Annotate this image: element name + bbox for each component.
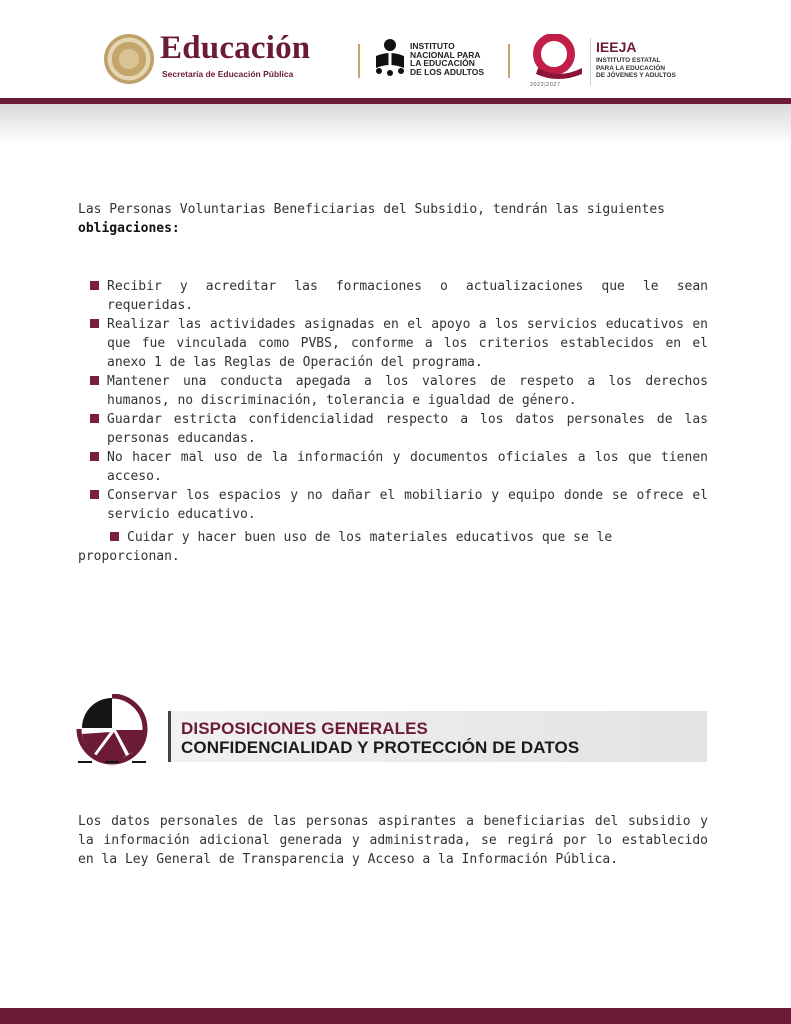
- page-header: [0, 0, 791, 100]
- national-seal-icon: [104, 34, 154, 84]
- obligation-text: Mantener una conducta apegada a los valores de respeto a los derechos humanos, no discriminación, tolerancia e igualdad de género.: [107, 374, 708, 408]
- bullet-square-icon: [90, 319, 99, 328]
- sep-logo-subtitle: Secretaría de Educación Pública: [162, 69, 294, 79]
- ieeja-line-1: INSTITUTO ESTATAL: [596, 57, 661, 64]
- bullet-square-icon: [90, 490, 99, 499]
- obligation-text: Cuidar y hacer buen uso de los materiales educativos que se le proporcionan.: [78, 530, 613, 564]
- inea-line-1: INSTITUTO: [410, 41, 455, 51]
- logo-divider: [358, 44, 360, 78]
- list-item: [90, 372, 708, 410]
- intro-bold: obligaciones:: [78, 221, 180, 236]
- last-obligation: [78, 528, 708, 566]
- inea-line-2: NACIONAL PARA: [410, 49, 481, 60]
- sep-logo: [104, 30, 344, 86]
- obligation-text: Recibir y acreditar las formaciones o actualizaciones que le sean requeridas.: [107, 279, 708, 313]
- obligation-text: Conservar los espacios y no dañar el mobiliario y equipo donde se ofrece el servicio educativo.: [107, 488, 708, 522]
- footer-bar: [0, 1008, 791, 1024]
- ieeja-logo: [528, 34, 698, 94]
- obligation-text: Realizar las actividades asignadas en el apoyo a los servicios educativos en que fue vinculada como PVBS, conforme a los criterios establecidos en el anexo 1 de las Reglas de Operación del programa.: [107, 317, 708, 370]
- section-title: DISPOSICIONES GENERALES: [181, 719, 428, 738]
- bullet-square-icon: [90, 376, 99, 385]
- inea-line-4: DE LOS ADULTOS: [410, 66, 484, 77]
- reading-person-icon: [372, 38, 408, 78]
- list-item: [90, 277, 708, 315]
- list-item: [90, 410, 708, 448]
- bullet-square-icon: [90, 452, 99, 461]
- data-protection-paragraph: Los datos personales de las personas aspirantes a beneficiarias del subsidio y la información adicional generada y administrada, se regirá por lo establecido en la Ley General de Transparencia y Acceso a la Información Pública.: [78, 814, 708, 867]
- bullet-square-icon: [90, 414, 99, 423]
- inea-logo: [372, 38, 502, 82]
- ieeja-line-2: PARA LA EDUCACIÓN: [596, 64, 666, 72]
- bullet-square-icon: [110, 532, 119, 541]
- ieeja-divider: [590, 38, 591, 86]
- section-subtitle: CONFIDENCIALIDAD Y PROTECCIÓN DE DATOS: [181, 738, 580, 757]
- banner-accent-bar: [168, 711, 171, 762]
- list-item: [90, 486, 708, 524]
- list-item: [90, 315, 708, 372]
- obligations-list: [90, 277, 708, 524]
- bullet-square-icon: [90, 281, 99, 290]
- list-item: [90, 448, 708, 486]
- header-shadow: [0, 104, 791, 144]
- logo-divider: [508, 44, 510, 78]
- ieeja-line-3: DE JÓVENES Y ADULTOS: [596, 72, 676, 79]
- intro-text: Las Personas Voluntarias Beneficiarias del Subsidio, tendrán las siguientes: [78, 202, 665, 217]
- sep-logo-title: Educación: [160, 30, 311, 66]
- obligation-text: Guardar estricta confidencialidad respecto a los datos personales de las personas educandas.: [107, 412, 708, 446]
- inea-logo-text: [410, 42, 484, 76]
- intro-paragraph: [78, 200, 708, 238]
- obligation-text: No hacer mal uso de la información y documentos oficiales a los que tienen acceso.: [107, 450, 708, 484]
- section-banner: [168, 711, 707, 762]
- ieeja-title: IEEJA: [596, 39, 637, 55]
- ieeja-q-icon: [528, 34, 584, 80]
- ieeja-years: 2022|2027: [530, 82, 561, 88]
- inea-line-3: LA EDUCACIÓN: [410, 58, 475, 68]
- pie-chart-icon: [74, 694, 150, 766]
- ieeja-subtitle: [596, 57, 676, 80]
